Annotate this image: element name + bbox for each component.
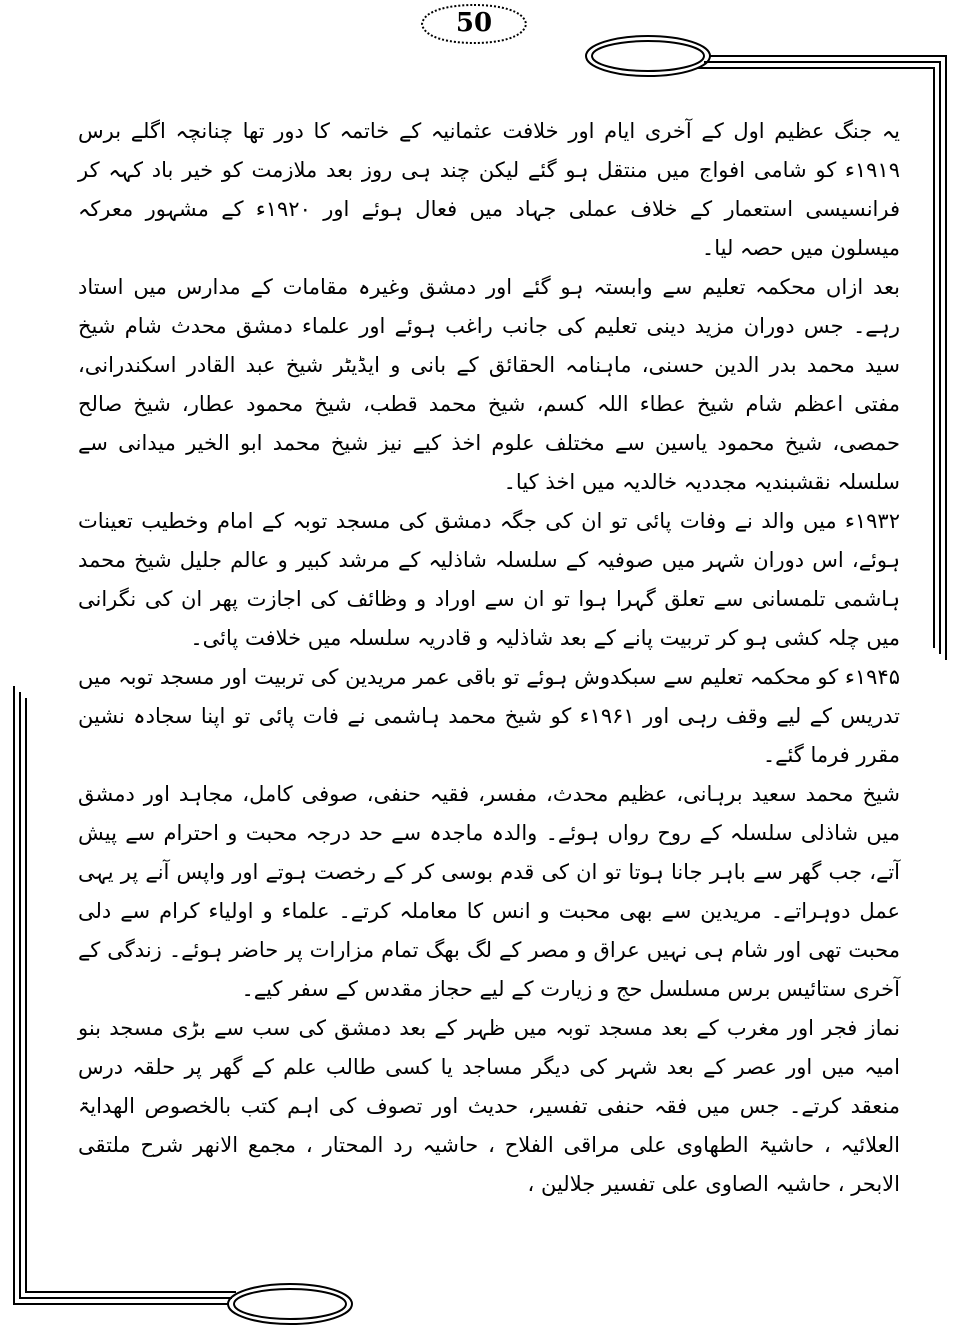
paragraph: ۱۹۳۲ء میں والد نے وفات پائی تو ان کی جگہ دمشق کی مسجد توبہ کے امام وخطیب تعینات ہوئے، اس دوران شہر میں صوفیہ کے سلسلہ شاذلیہ کے مرشد کبیر و عالم جلیل شیخ محمد ہاشمی تلمسانی سے تعلق گہرا ہوا تو ان سے اوراد و وظائف کی اجازت پھر ان کی نگرانی میں چلہ کشی ہو کر تربیت پانے کے بعد شاذلیہ و قادریہ سلسلہ میں خلافت پائی۔ [78,509,900,650]
paragraph: نماز فجر اور مغرب کے بعد مسجد توبہ میں ظہر کے بعد دمشق کی سب سے بڑی مسجد بنو امیہ میں اور عصر کے بعد شہر کی دیگر مساجد یا کسی طالب علم کے گھر پر حلقہ درس منعقد کرتے۔ جس میں فقہ حنفی تفسیر، حدیث اور تصوف کی اہم کتب بالخصوص الھدایۃ العلائیہ ، حاشیۃ الطھاوی علی مراقی الفلاح ، حاشیہ رد المحتار ، مجمع الانهر شرح ملتقی الابحر ، حاشیہ الصاوی علی تفسیر جلالین ، [78,1016,900,1196]
paragraph: بعد ازاں محکمہ تعلیم سے وابستہ ہو گئے اور دمشق وغیرہ مقامات کے مدارس میں استاد رہے۔ جس دوران مزید دینی تعلیم کی جانب راغب ہوئے اور علماء دمشق محدث شام شیخ سید محمد بدر الدین حسنی، ماہنامہ الحقائق کے بانی و ایڈیٹر شیخ عبد القادر اسکندرانی، مفتی اعظم شام شیخ عطاء اللہ کسم، شیخ محمد قطب، شیخ محمود عطار، شیخ صالح حمصی، شیخ محمود یاسین سے مختلف علوم اخذ کیے نیز شیخ محمد ابو الخیر میدانی سے سلسلہ نقشبندیہ مجددیہ خالدیہ میں اخذ کیا۔ [78,275,900,494]
paragraph: یہ جنگ عظیم اول کے آخری ایام اور خلافت عثمانیہ کے خاتمہ کا دور تھا چنانچہ اگلے برس ۱۹۱۹ء کو شامی افواج میں منتقل ہو گئے لیکن چند ہی روز بعد ملازمت کو خیر باد کہہ کر فرانسیسی استعمار کے خلاف عملی جہاد میں فعال ہوئے اور ۱۹۲۰ء کے مشہور معرکہ میسلون میں حصہ لیا۔ [78,119,901,260]
text-body [78,112,900,1204]
paragraph: شیخ محمد سعید برہانی، عظیم محدث، مفسر، فقیہ حنفی، صوفی کامل، مجاہد اور دمشق میں شاذلی سلسلہ کے روح رواں ہوئے۔ والدہ ماجدہ سے حد درجہ محبت و احترام سے پیش آتے، جب گھر سے باہر جانا ہوتا تو ان کی قدم بوسی کر کے رخصت ہوتے اور واپس آنے پر یہی عمل دوہراتے۔ مریدین سے بھی محبت و انس کا معاملہ کرتے۔ علماء و اولیاء کرام سے دلی محبت تھی اور شام ہی نہیں عراق و مصر کے لگ بھگ تمام مزارات پر حاضر ہوئے۔ زندگی کے آخری ستائیس برس مسلسل حج و زیارت کے لیے حجاز مقدس کے سفر کیے۔ [78,782,900,1001]
paragraph: ۱۹۴۵ء کو محکمہ تعلیم سے سبکدوش ہوئے تو باقی عمر مریدین کی تربیت اور مسجد توبہ میں تدریس کے لیے وقف رہی اور ۱۹۶۱ء کو شیخ محمد ہاشمی نے فات پائی تو اپنا سجادہ نشین مقرر فرما گئے۔ [78,665,900,767]
page-number: 50 [455,8,493,38]
